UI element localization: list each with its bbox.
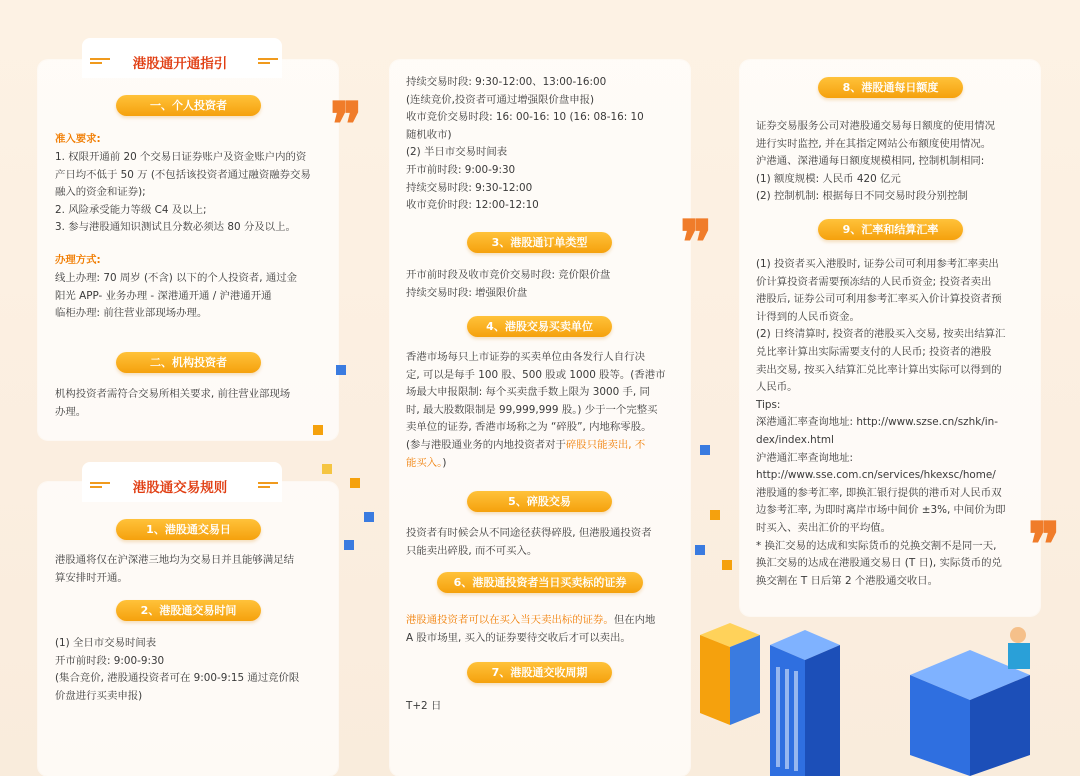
panel-opening-guide xyxy=(38,60,338,440)
section-trading-day: 1、港股通交易日 xyxy=(116,519,261,540)
trading-time-text: (1) 全日市交易时间表 开市前时段: 9:00-9:30 (集合竞价, 港股通投资者可在 9:00-9:15 通过竞价限 价盘进行买卖申报) xyxy=(55,637,300,702)
cube-icon xyxy=(313,425,323,435)
section-daily-quota: 8、港股通每日额度 xyxy=(818,77,963,98)
deco-lines-icon xyxy=(90,56,110,68)
servers-illustration xyxy=(690,605,860,776)
quote-mark-icon: ❞ xyxy=(330,90,363,160)
trading-units-text: 香港市场每只上市证券的买卖单位由各发行人自行决 定, 可以是每手 100 股、500 股或 1000 股等。(香港市 场最大申报限制: 每个买卖盘手数上限为 3000 手, 同 时, 最大股数限制是 99,999,999 股。) 少于一个完整买 卖单位的证券, 香港市场称之为 “碎股”, 内地称零股。 (参与港股通业务的内地投资者对于碎股只能卖出, 不 能买入。) xyxy=(406,351,666,469)
cube-icon xyxy=(350,478,360,488)
section-settlement-cycle: 7、港股通交收周期 xyxy=(467,662,612,683)
method-text: 线上办理: 70 周岁 (不含) 以下的个人投资者, 通过金 阳光 APP- 业务办理 - 深港通开通 / 沪港通开通 临柜办理: 前往营业部现场办理。 xyxy=(55,272,298,320)
quote-mark-icon: ❞ xyxy=(1028,510,1061,580)
odd-lot-text: 投资者有时候会从不同途径获得碎股, 但港股通投资者 只能卖出碎股, 而不可买入。 xyxy=(406,527,652,557)
section-same-day-trading: 6、港股通投资者当日买卖标的证券 xyxy=(437,572,643,593)
trading-day-text: 港股通将仅在沪深港三地均为交易日并且能够满足结 算安排时开通。 xyxy=(55,554,294,584)
opening-guide-title: 港股通开通指引 xyxy=(132,56,228,72)
deco-lines-icon xyxy=(258,480,278,492)
deco-lines-icon xyxy=(90,480,110,492)
quote-mark-icon: ❞ xyxy=(680,208,713,278)
method-label: 办理方式: xyxy=(55,254,101,266)
requirements-text: 1. 权限开通前 20 个交易日证券账户及资金账户内的资 产日均不低于 50 万 (不包括该投资者通过融资融券交易 融入的资金和证券); 2. 风险承受能力等级 C4 及以上; 3. 参与港股通知识测试且分数必须达 80 分及以上。 xyxy=(55,151,311,234)
requirements-label: 准入要求: xyxy=(55,133,101,145)
trading-rules-title: 港股通交易规则 xyxy=(132,480,228,496)
daily-quota-text: 证券交易服务公司对港股通交易每日额度的使用情况 进行实时监控, 并在其指定网站公布额度使用情况。 沪港通、深港通每日额度规模相同, 控制机制相同: (1) 额度规模: 人民币 420 亿元 (2) 控制机制: 根据每日不同交易时段分别控制 xyxy=(756,120,995,203)
settlement-cycle-text: T+2 日 xyxy=(406,700,442,712)
same-day-trading-text: 港股通投资者可以在买入当天卖出标的证券。但在内地 A 股市场里, 买入的证券要待交收后才可以卖出。 xyxy=(406,614,656,644)
cube-icon xyxy=(722,560,732,570)
trading-sessions-text: 持续交易时段: 9:30-12:00、13:00-16:00 (连续竞价,投资者可通过增强限价盘申报) 收市竞价交易时段: 16: 00-16: 10 (16: 08-16: 10 随机收市) (2) 半日市交易时间表 开市前时段: 9:00-9:30 持续交易时段: 9:30-12:00 收市竞价时段: 12:00-12:10 xyxy=(406,76,644,212)
cube-icon xyxy=(364,512,374,522)
section-individual-investor: 一、个人投资者 xyxy=(116,95,261,116)
institutional-text: 机构投资者需符合交易所相关要求, 前往营业部现场 办理。 xyxy=(55,388,291,418)
cube-stack-illustration xyxy=(900,615,1040,776)
section-odd-lot: 5、碎股交易 xyxy=(467,491,612,512)
cube-icon xyxy=(344,540,354,550)
cube-icon xyxy=(700,445,710,455)
section-trading-units: 4、港股交易买卖单位 xyxy=(467,316,612,337)
exchange-rate-text: (1) 投资者买入港股时, 证券公司可利用参考汇率卖出 价计算投资者需要预冻结的人民币资金; 投资者卖出 港股后, 证券公司可利用参考汇率买入价计算投资者预 计得到的人民币资金。 (2) 日终清算时, 投资者的港股买入交易, 按卖出结算汇 兑比率计算出实际需要支付的人民币; 投资者的港股 卖出交易, 按买入结算汇兑比率计算出实际可以得到的 人民币。 Tips: 深港通汇率查询地址: http://www.szse.cn/szhk/in- dex/index.html 沪港通汇率查询地址: http://www.sse.com.cn/services/hkexsc/home/ 港股通的参考汇率, 即换汇银行提供的港币对人民币双 边参考汇率, 为即时离岸市场中间价 ±3%, 中间价为即 时买入、卖出汇价的平均值。 * 换汇交易的达成和实际货币的兑换交割不是同一天, 换汇交易的达成在港股通交易日 (T 日), 实际货币的兑 换交割在 T 日后第 2 个港股通交收日。 xyxy=(756,258,1006,587)
cube-icon xyxy=(322,464,332,474)
section-trading-time: 2、港股通交易时间 xyxy=(116,600,261,621)
order-types-text: 开市前时段及收市竞价交易时段: 竞价限价盘 持续交易时段: 增强限价盘 xyxy=(406,269,611,299)
cube-icon xyxy=(695,545,705,555)
section-order-types: 3、港股通订单类型 xyxy=(467,232,612,253)
section-exchange-rate: 9、汇率和结算汇率 xyxy=(818,219,963,240)
deco-lines-icon xyxy=(258,56,278,68)
cube-icon xyxy=(336,365,346,375)
cube-icon xyxy=(710,510,720,520)
section-institutional-investor: 二、机构投资者 xyxy=(116,352,261,373)
